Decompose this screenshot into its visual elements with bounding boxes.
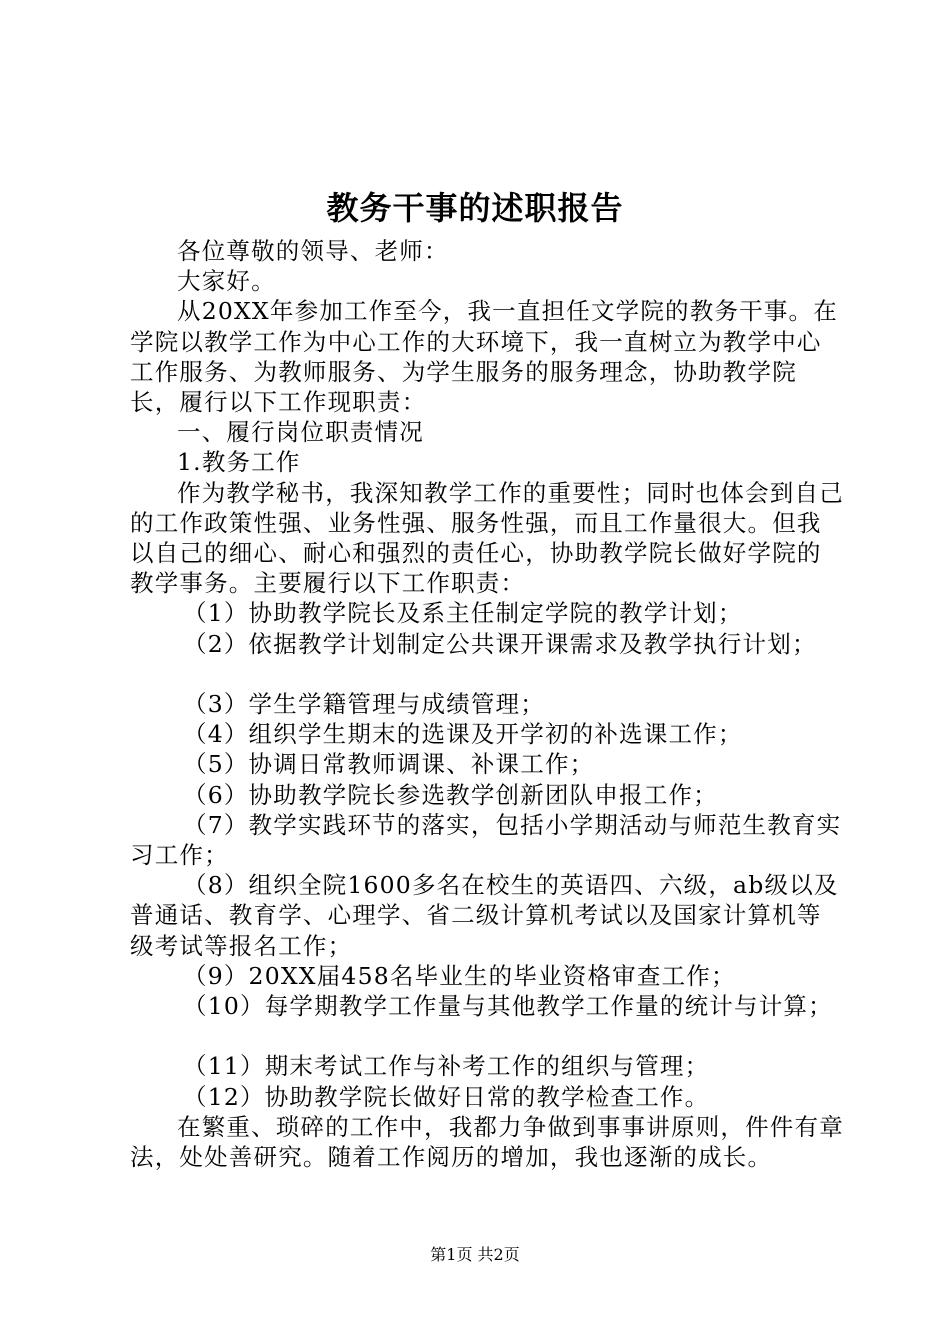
subsection-heading: 1.教务工作 (177, 448, 301, 477)
greeting: 大家好。 (177, 267, 276, 296)
duty-item: （10）每学期教学工作量与其他教学工作量的统计与计算； (183, 992, 833, 1021)
section-heading: 一、履行岗位职责情况 (177, 418, 424, 447)
document-body (130, 236, 846, 1172)
duty-item: （5）协调日常教师调课、补课工作； (183, 750, 595, 779)
duty-item: （2）依据教学计划制定公共课开课需求及教学执行计划； (183, 629, 817, 658)
blank-line (130, 1021, 846, 1051)
duty-item: （11）期末考试工作与补考工作的组织与管理； (183, 1052, 710, 1081)
blank-line (130, 659, 846, 689)
duty-item: （7）教学实践环节的落实，包括小学期活动与师范生教育实习工作； (130, 810, 842, 870)
document-title: 教务干事的述职报告 (326, 189, 624, 227)
body-paragraph: 从20XX年参加工作至今，我一直担任文学院的教务干事。在学院以教学工作为中心工作的大环境下，我一直树立为教学中心工作服务、为教师服务、为学生服务的服务理念，协助教学院长，履行以下工作现职责： (130, 297, 838, 417)
duty-item: （12）协助教学院长做好日常的教学检查工作。 (183, 1082, 710, 1111)
page-number: 第1页 共2页 (430, 1245, 520, 1264)
duty-item: （1）协助教学院长及系主任制定学院的教学计划； (183, 599, 743, 628)
body-paragraph: 在繁重、琐碎的工作中，我都力争做到事事讲原则，件件有章法，处处善研究。随着工作阅历的增加，我也逐渐的成长。 (130, 1112, 844, 1172)
duty-item: （6）协助教学院长参选教学创新团队申报工作； (183, 780, 718, 809)
duty-item: （8）组织全院1600多名在校生的英语四、六级，ab级以及普通话、教育学、心理学、省二级计算机考试以及国家计算机等级考试等报名工作； (130, 871, 839, 960)
duty-item: （3）学生学籍管理与成绩管理； (183, 690, 545, 719)
duty-item: （9）20XX届458名毕业生的毕业资格审查工作； (183, 961, 736, 990)
salutation: 各位尊敬的领导、老师： (177, 237, 449, 265)
duty-item: （4）组织学生期末的选课及开学初的补选课工作； (183, 720, 743, 749)
body-paragraph: 作为教学秘书，我深知教学工作的重要性；同时也体会到自己的工作政策性强、业务性强、服务性强，而且工作量很大。但我以自己的细心、耐心和强烈的责任心，协助教学院长做好学院的教学事务。主要履行以下工作职责： (130, 478, 844, 598)
